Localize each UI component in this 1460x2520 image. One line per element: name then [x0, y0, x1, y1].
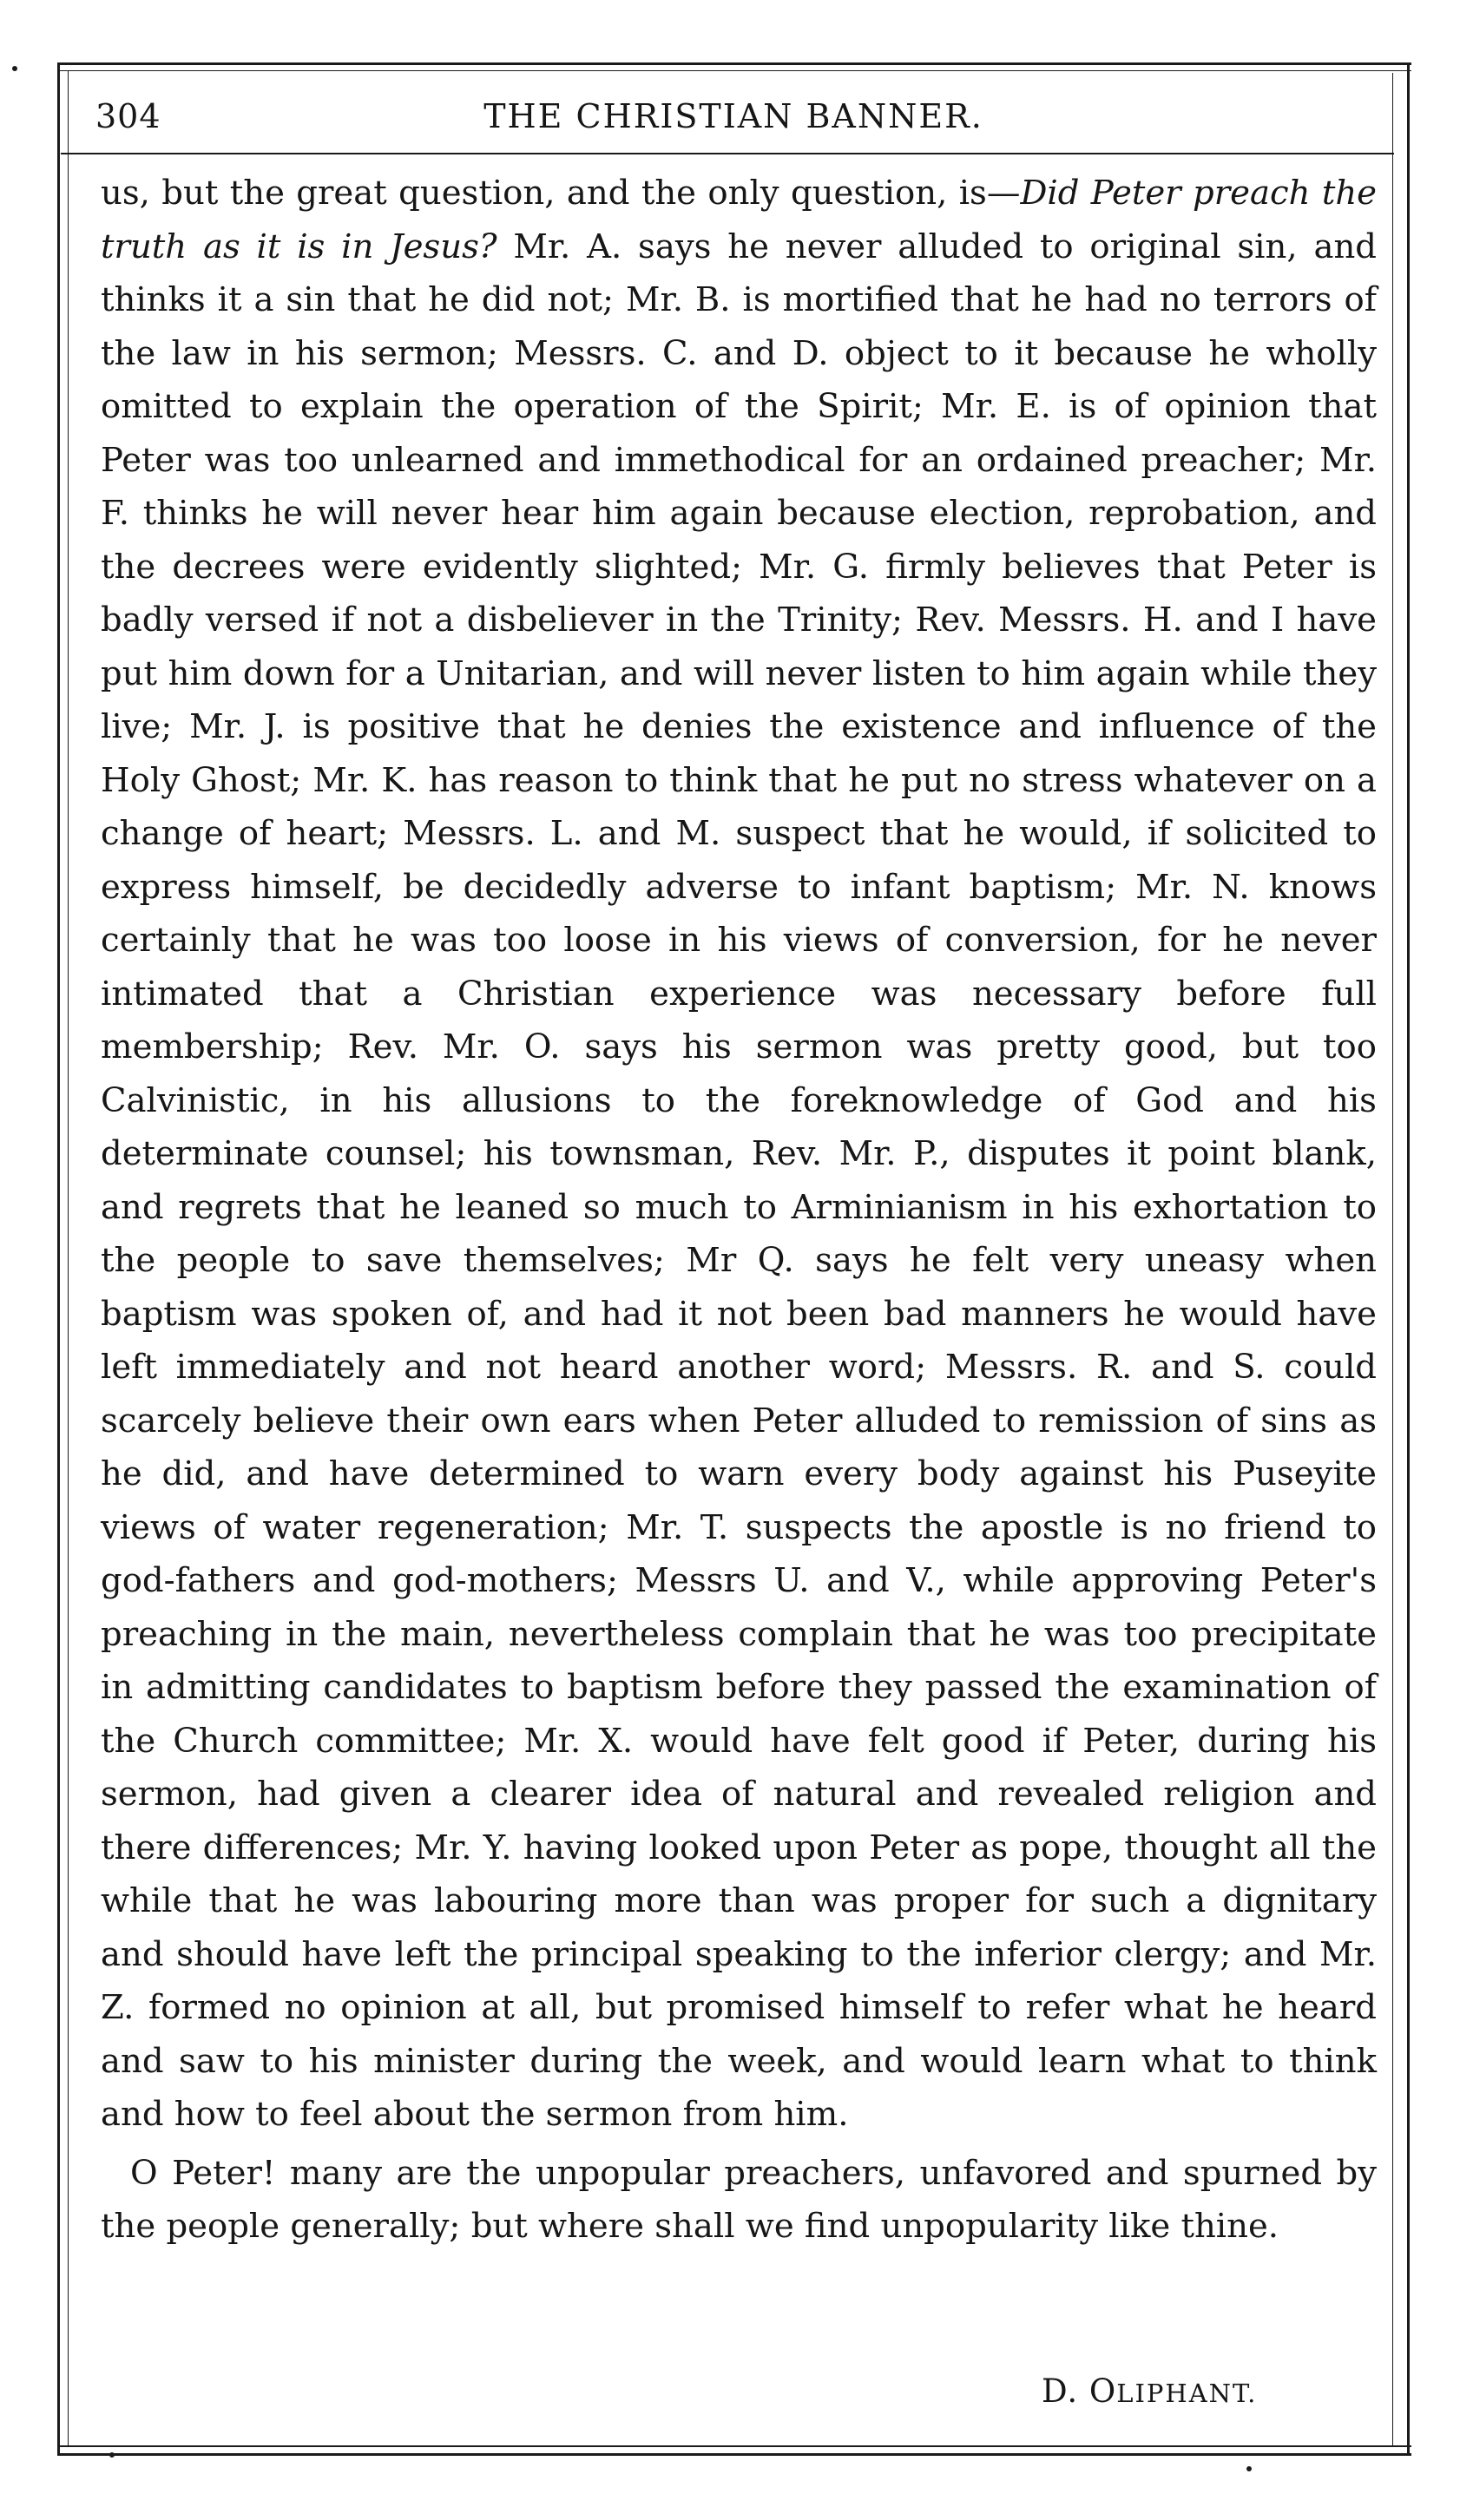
article-body — [101, 167, 1377, 2254]
paragraph-1-lead: us, but the great question, and the only question, is— — [101, 174, 1021, 213]
paragraph-1-text: Mr. A. says he never alluded to original sin, and thinks it a sin that he did not; Mr. B. is mortified that he had no terrors of the law in his sermon; Messrs. C. and D. object to it because he wholly omitted to explain the operation of the Spirit; Mr. E. is of opinion that Peter was too unlearned and immethodical for an ordained preacher; Mr. F. thinks he will never hear him again because election, reprobation, and the decrees were evidently slighted; Mr. G. firmly believes that Peter is badly versed if not a disbeliever in the Trinity; Rev. Messrs. H. and I have put him down for a Unitarian, and will never listen to him again while they live; Mr. J. is positive that he denies the existence and influence of the Holy Ghost; Mr. K. has reason to think that he put no stress whatever on a change of heart; Messrs. L. and M. suspect that he would, if solicited to express himself, be decidedly adverse to infant baptism; Mr. N. knows certainly that he was too loose in his views of conversion, for he never intimated that a Christian experience was necessary before full membership; Rev. Mr. O. says his sermon was pretty good, but too Calvinistic, in his allusions to the foreknowledge of God and his determinate counsel; his townsman, Rev. Mr. P., disputes it point blank, and regrets that he leaned so much to Arminianism in his exhortation to the people to save themselves; Mr Q. says he felt very uneasy when baptism was spoken of, and had it not been bad manners he would have left immediately and not heard another word; Messrs. R. and S. could scarcely believe their own ears when Peter alluded to remission of sins as he did, and have determined to warn every body against his Puseyite views of water regeneration; Mr. T. suspects the apostle is no friend to god-fathers and god-mothers; Messrs U. and V., while approving Peter's preaching in the main, nevertheless complain that he was too precipitate in admitting candidates to baptism before they passed the examination of the Church committee; Mr. X. would have felt good if Peter, during his sermon, had given a clearer idea of natural and revealed religion and there differences; Mr. Y. having looked upon Peter as pope, thought all the while that he was labouring more than was proper for such a dignitary and should have left the principal speaking to the inferior clergy; and Mr. Z. formed no opinion at all, but promised himself to refer what he heard and saw to his minister during the week, and would learn what to think and how to feel about the sermon from him. — [101, 226, 1377, 2134]
right-border-outer — [1407, 62, 1410, 2456]
paragraph-1 — [101, 167, 1377, 2142]
header-divider — [61, 153, 1394, 154]
bottom-border-inner — [57, 2445, 1411, 2447]
ink-speck — [1246, 2466, 1252, 2471]
running-header — [95, 97, 1371, 146]
running-title: THE CHRISTIAN BANNER. — [483, 97, 983, 135]
top-border-outer — [57, 62, 1411, 65]
top-border-inner — [57, 70, 1411, 71]
paragraph-1-italic-question: Did Peter preach the truth as it is in Jesus? — [101, 174, 1377, 266]
right-border-inner — [1392, 73, 1393, 2447]
author-signature — [1042, 2372, 1257, 2410]
signature-surname: LIPHANT. — [1116, 2379, 1258, 2408]
left-border-outer — [57, 62, 60, 2456]
left-border-inner — [68, 71, 69, 2447]
page-number: 304 — [95, 97, 161, 135]
signature-initial: D. O — [1042, 2372, 1117, 2410]
paragraph-2: O Peter! many are the unpopular preachers, unfavored and spurned by the people generally; but where shall we find unpopularity like thine. — [101, 2153, 1377, 2246]
bottom-border-outer — [57, 2453, 1411, 2456]
ink-speck — [12, 66, 17, 71]
border-ornament — [109, 2452, 115, 2458]
